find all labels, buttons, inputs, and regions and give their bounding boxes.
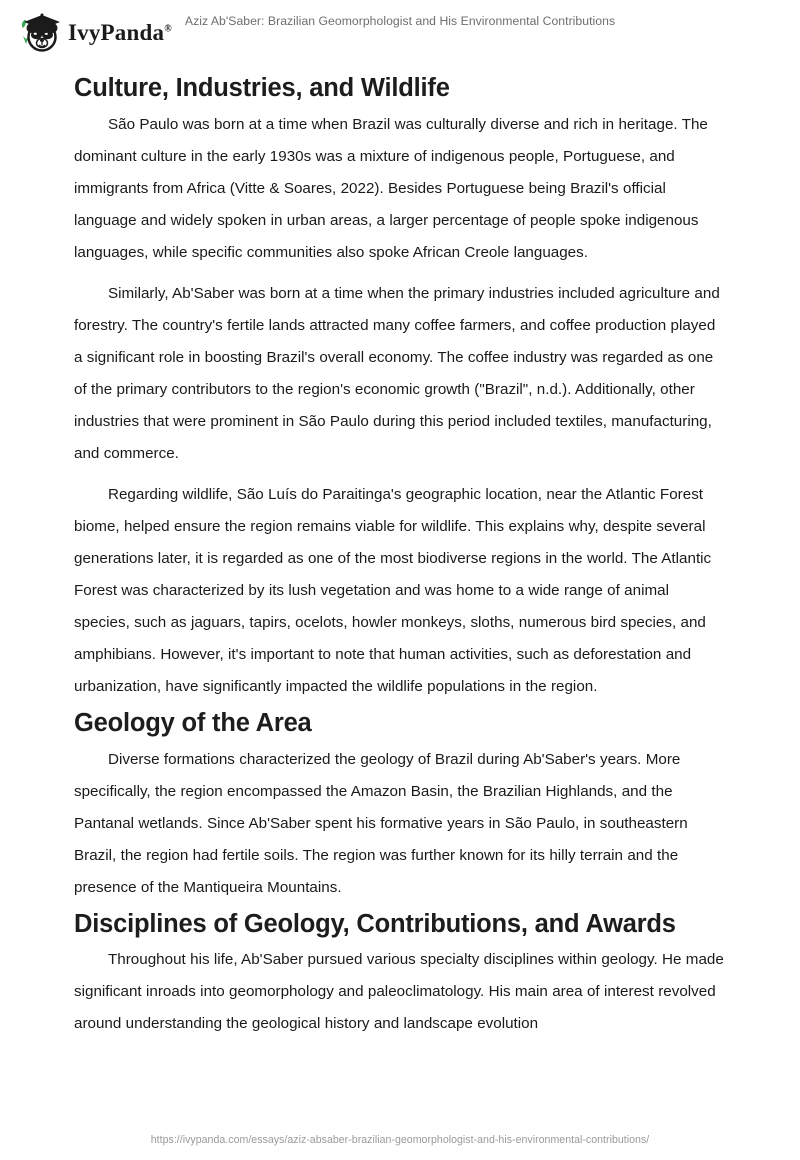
page-header — [0, 0, 800, 58]
brand-name-text: IvyPanda — [68, 19, 165, 45]
paragraph: Similarly, Ab'Saber was born at a time when the primary industries included agriculture and forestry. The country's fertile lands attracted many coffee farmers, and coffee production played a significant role in boosting Brazil's overall economy. The coffee industry was regarded as one of the primary contributors to the region's economic growth ("Brazil", n.d.). Additionally, other industries that were prominent in São Paulo during this period included textiles, manufacturing, and commerce. — [74, 284, 720, 462]
section-heading-disciplines: Disciplines of Geology, Contributions, and Awards — [74, 909, 676, 938]
paragraph: Diverse formations characterized the geology of Brazil during Ab'Saber's years. More specifically, the region encompassed the Amazon Basin, the Brazilian Highlands, and the Pantanal wetlands. Since Ab'Saber spent his formative years in São Paulo, in southeastern Brazil, the region had fertile soils. The region was further known for its hilly terrain and the presence of the Mantiqueira Mountains. — [74, 750, 688, 896]
section-heading-culture: Culture, Industries, and Wildlife — [74, 74, 450, 102]
document-title: Aziz Ab'Saber: Brazilian Geomorphologist and His Environmental Contributions — [184, 14, 616, 28]
source-url[interactable]: https://ivypanda.com/essays/aziz-absaber-brazilian-geomorphologist-and-his-environmental-contributions/ — [150, 1134, 650, 1146]
registered-mark-icon: ® — [164, 22, 172, 34]
paragraph: Throughout his life, Ab'Saber pursued various specialty disciplines within geology. He made significant inroads into geomorphology and paleoclimatology. His main area of interest revolved around understanding the geological history and landscape evolution — [74, 951, 724, 1033]
document-body — [74, 68, 726, 1040]
paragraph: Regarding wildlife, São Luís do Paraitinga's geographic location, near the Atlantic Forest biome, helped ensure the region remains viable for wildlife. This explains why, despite several generations later, it is regarded as one of the most biodiverse regions in the world. The Atlantic Forest was characterized by its lush vegetation and was home to a wide range of animal species, such as jaguars, tapirs, ocelots, howler monkeys, sloths, numerous bird species, and amphibians. However, it's important to note that human activities, such as deforestation and urbanization, have significantly impacted the wildlife populations in the region. — [74, 485, 712, 695]
paragraph: São Paulo was born at a time when Brazil was culturally diverse and rich in heritage. The dominant culture in the early 1930s was a mixture of indigenous people, Portuguese, and immigrants from Africa (Vitte & Soares, 2022). Besides Portuguese being Brazil's official language and widely spoken in urban areas, a larger percentage of people spoke indigenous languages, while specific communities also spoke African Creole languages. — [74, 115, 708, 261]
section-heading-geology: Geology of the Area — [74, 708, 312, 737]
page-footer — [0, 1130, 800, 1148]
